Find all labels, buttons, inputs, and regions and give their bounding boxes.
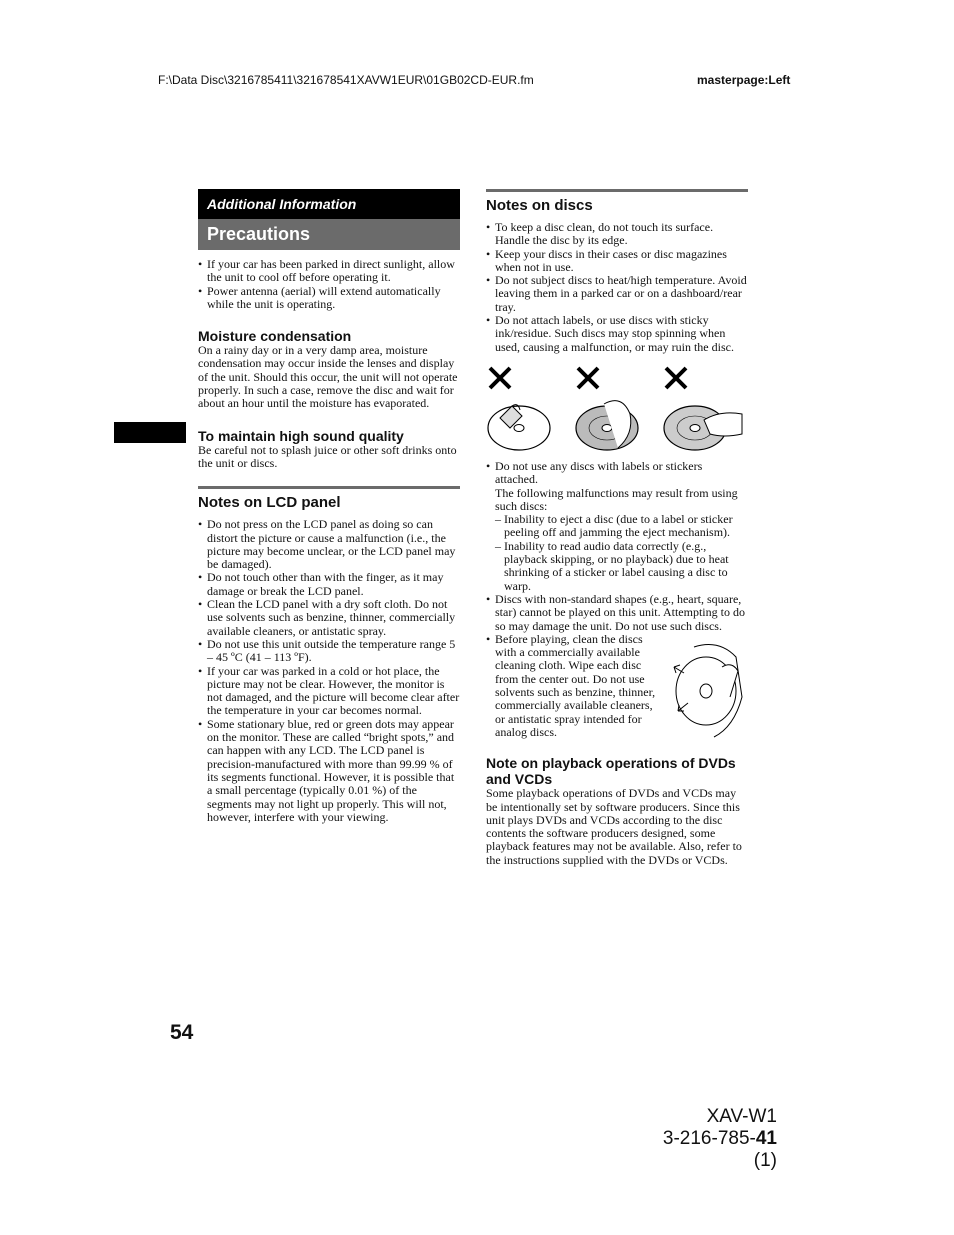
list-item: – Inability to eject a disc (due to a label or sticker peeling off and jamming the eject mechanism). xyxy=(495,513,748,540)
list-item: • If your car was parked in a cold or hot place, the picture may not be clear. However, the monitor is not damaged, and the picture will become clear after the temperature in your car becomes normal. xyxy=(198,665,460,718)
disc-warning-illustrations xyxy=(486,364,748,454)
model-name: XAV-W1 xyxy=(706,1106,777,1127)
list-item xyxy=(486,460,748,593)
list-item: • Keep your discs in their cases or disc magazines when not in use. xyxy=(486,248,748,275)
malfunction-list xyxy=(495,513,748,593)
list-item: • Do not subject discs to heat/high temperature. Avoid leaving them in a parked car or on a dashboard/rear tray. xyxy=(486,274,748,314)
page-number: 54 xyxy=(170,1021,194,1044)
list-item: • Clean the LCD panel with a dry soft cloth. Do not use solvents such as benzine, thinner, commercially available cleaners, or antistatic spray. xyxy=(198,598,460,638)
prohibited-disc-icon xyxy=(574,364,660,454)
sound-heading: To maintain high sound quality xyxy=(198,427,404,444)
model-code xyxy=(640,1106,777,1172)
list-item: • Some stationary blue, red or green dots may appear on the monitor. These are called “bright spots,” and can happen with any LCD. The LCD panel is precision-manufactured with more than 99.99 % of its segments functional. However, it is possible that a small percentage (typically 0.01 %) of the segments may not light up properly. This will not, however, interfere with your viewing. xyxy=(198,718,460,824)
list-item: • If your car has been parked in direct sunlight, allow the unit to cool off before operating it. xyxy=(198,258,460,285)
section-heading: Additional Information xyxy=(198,189,460,219)
labels-bullet-text: Do not use any discs with labels or stickers attached. xyxy=(495,458,703,487)
discs-heading: Notes on discs xyxy=(486,189,748,215)
list-item: – Inability to read audio data correctly (e.g., playback skipping, or no playback) due to heat shrinking of a sticker or label causing a disc to warp. xyxy=(495,540,748,593)
disc-with-ink-illustration xyxy=(574,364,660,454)
lcd-heading: Notes on LCD panel xyxy=(198,486,460,512)
moisture-heading: Moisture condensation xyxy=(198,328,352,345)
list-item: • Power antenna (aerial) will extend automatically while the unit is operating. xyxy=(198,285,460,312)
cleaning-text: • Before playing, clean the discs with a commercially available cleaning cloth. Wipe each disc from the center out. Do not use solvents such as benzine, thinner, commercially available cleaners, or antistatic spray intended for analog discs. xyxy=(495,631,656,739)
list-item: • To keep a disc clean, do not touch its surface. Handle the disc by its edge. xyxy=(486,221,748,248)
list-item: • Do not press on the LCD panel as doing so can distort the picture or cause a malfunction (i.e., the picture may become unclear, or the LCD panel may be damaged). xyxy=(198,518,460,571)
list-item xyxy=(486,633,748,739)
disc-with-label-illustration xyxy=(486,364,572,454)
file-path: F:\Data Disc\3216785411\321678541XAVW1EUR\01GB02CD-EUR.fm xyxy=(158,73,534,87)
list-item: • Do not use this unit outside the temperature range 5 – 45 ºC (41 – 113 ºF). xyxy=(198,638,460,665)
disc-cleaning-illustration xyxy=(664,637,744,741)
intro-list xyxy=(198,258,460,311)
prohibited-disc-icon xyxy=(486,364,572,454)
sound-text: Be careful not to splash juice or other soft drinks onto the unit or discs. xyxy=(198,442,457,470)
playback-heading: Note on playback operations of DVDs and VCDs xyxy=(486,755,736,788)
list-item: • Do not attach labels, or use discs with sticky ink/residue. Such discs may stop spinning when used, causing a malfunction, or may ruin the disc. xyxy=(486,314,748,354)
left-column xyxy=(198,189,460,824)
lcd-list xyxy=(198,518,460,824)
labels-follow-text: The following malfunctions may result from using such discs: xyxy=(495,485,738,513)
section-tab-marker xyxy=(114,422,186,443)
right-column xyxy=(486,189,748,867)
labels-list xyxy=(486,460,748,739)
masterpage-label: masterpage:Left xyxy=(697,73,791,87)
playback-text: Some playback operations of DVDs and VCDs may be intentionally set by software producers. Since this unit plays DVDs and VCDs according to the disc contents the software producers designed, some playback features may not be available. Also, refer to the instructions supplied with the DVDs or VCDs. xyxy=(486,786,742,867)
discs-list xyxy=(486,221,748,354)
moisture-text: On a rainy day or in a very damp area, moisture condensation may occur inside the lenses and display of the unit. Should this occur, the unit will not operate properly. In such a case, remove the disc and wait for about an hour until the moisture has evaporated. xyxy=(198,343,458,411)
list-item: • Discs with non-standard shapes (e.g., heart, square, star) cannot be played on this unit. Attempting to do so may damage the unit. Do not use such discs. xyxy=(486,593,748,633)
disc-touching-surface-illustration xyxy=(662,364,748,454)
part-number: 3-216-785-41 (1) xyxy=(662,1128,777,1171)
prohibited-disc-icon xyxy=(662,364,748,454)
list-item: • Do not touch other than with the finger, as it may damage or break the LCD panel. xyxy=(198,571,460,598)
page-title: Precautions xyxy=(198,219,460,250)
